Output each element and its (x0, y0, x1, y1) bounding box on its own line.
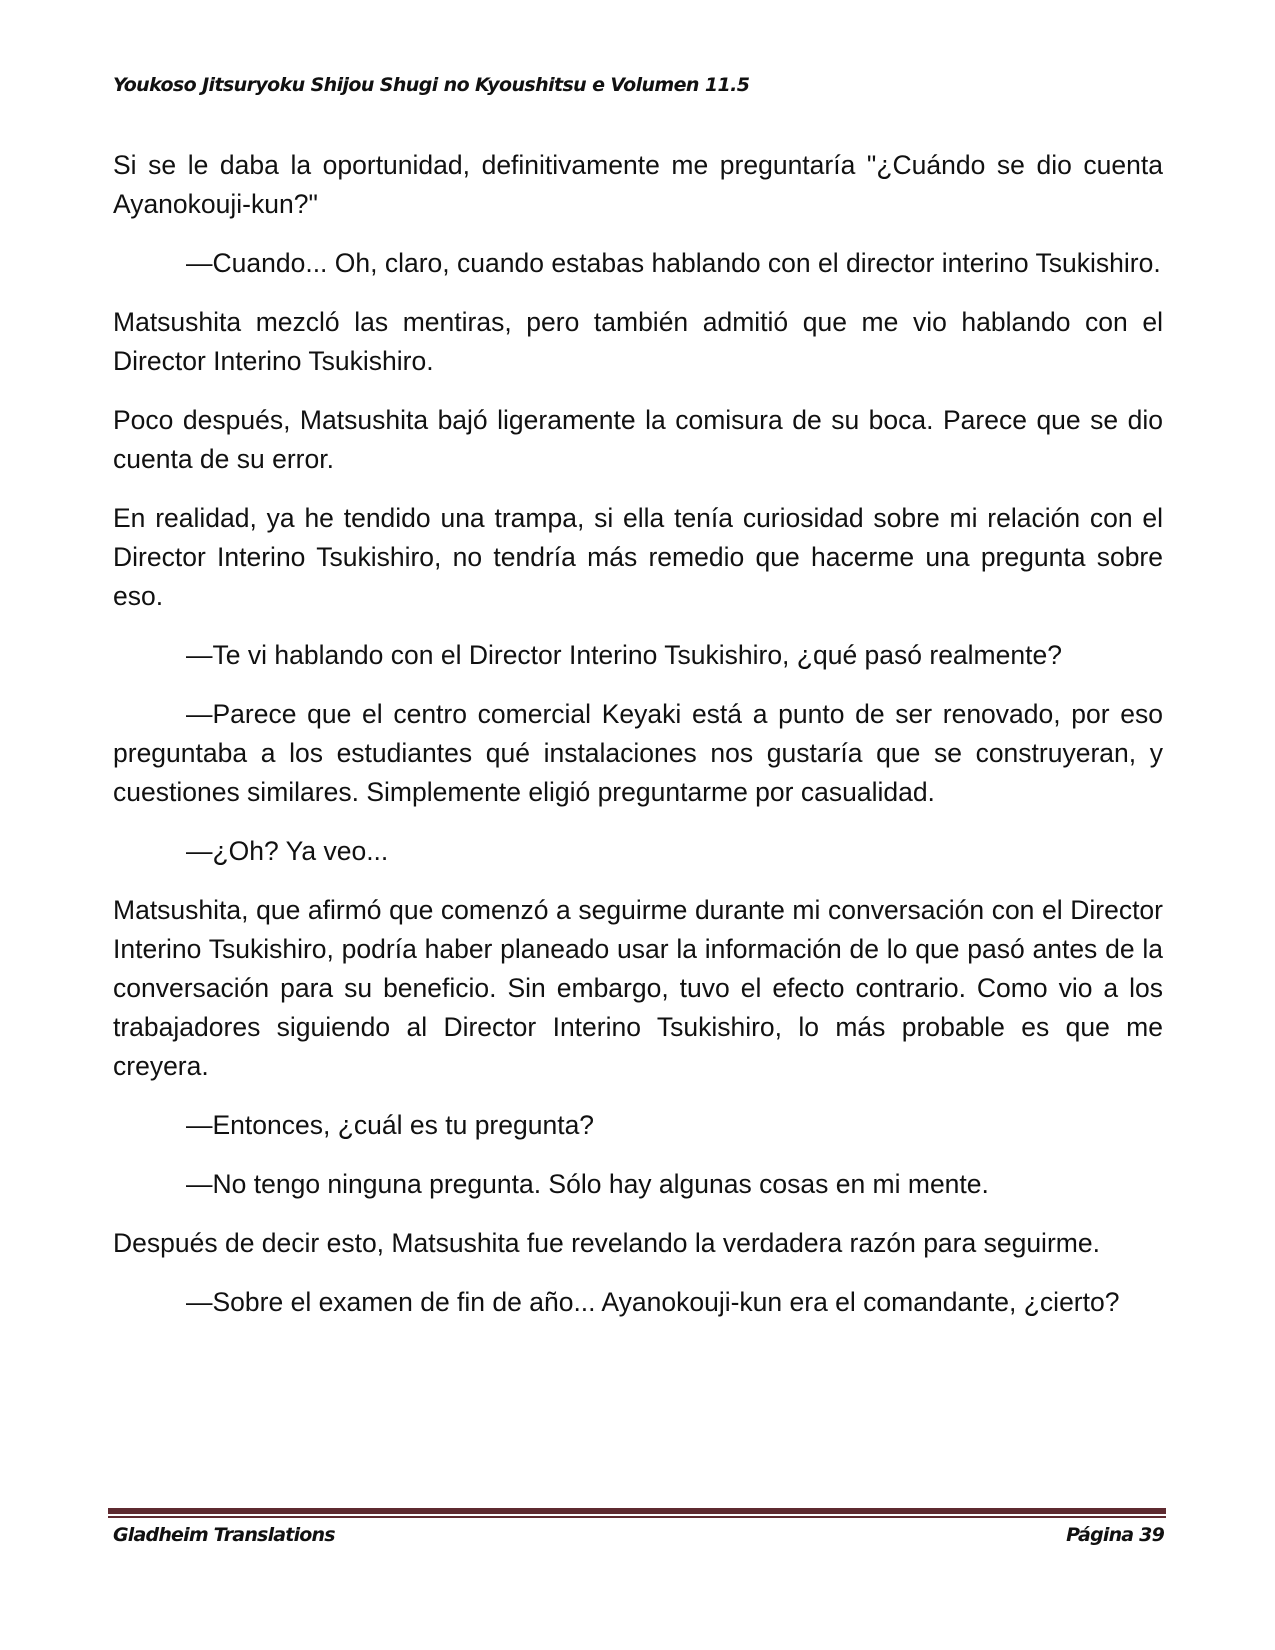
footer-rule-thick (108, 1508, 1166, 1514)
running-header: Youkoso Jitsuryoku Shijou Shugi no Kyoushitsu e Volumen 11.5 (113, 74, 750, 96)
dialogue-paragraph: —¿Oh? Ya veo... (186, 836, 389, 866)
footer-page-number: Página 39 (1066, 1524, 1164, 1546)
paragraph: Poco después, Matsushita bajó ligeramente la comisura de su boca. Parece que se dio cuenta de su error. (113, 405, 1163, 474)
dialogue-paragraph: —No tengo ninguna pregunta. Sólo hay algunas cosas en mi mente. (186, 1169, 989, 1199)
page-body (113, 146, 1163, 1342)
dialogue-paragraph: —Cuando... Oh, claro, cuando estabas hablando con el director interino Tsukishiro. (186, 248, 1161, 278)
paragraph: Después de decir esto, Matsushita fue revelando la verdadera razón para seguirme. (113, 1228, 1100, 1258)
paragraph: En realidad, ya he tendido una trampa, si ella tenía curiosidad sobre mi relación con el Director Interino Tsukishiro, no tendría más remedio que hacerme una pregunta sobre eso. (113, 503, 1163, 611)
dialogue-paragraph: —Te vi hablando con el Director Interino Tsukishiro, ¿qué pasó realmente? (186, 640, 1062, 670)
footer-rule-thin (108, 1516, 1166, 1518)
dialogue-paragraph: —Sobre el examen de fin de año... Ayanokouji-kun era el comandante, ¿cierto? (186, 1287, 1120, 1317)
dialogue-paragraph: —Entonces, ¿cuál es tu pregunta? (186, 1110, 595, 1140)
footer-translator: Gladheim Translations (113, 1524, 335, 1546)
paragraph: Matsushita, que afirmó que comenzó a seguirme durante mi conversación con el Director Interino Tsukishiro, podría haber planeado usar la información de lo que pasó antes de la conversación para su beneficio. Sin embargo, tuvo el efecto contrario. Como vio a los trabajadores siguiendo al Director Interino Tsukishiro, lo más probable es que me creyera. (113, 895, 1163, 1081)
dialogue-paragraph: —Parece que el centro comercial Keyaki está a punto de ser renovado, por eso preguntaba a los estudiantes qué instalaciones nos gustaría que se construyeran, y cuestiones similares. Simplemente eligió preguntarme por casualidad. (113, 699, 1163, 807)
paragraph: Matsushita mezcló las mentiras, pero también admitió que me vio hablando con el Director Interino Tsukishiro. (113, 307, 1163, 376)
paragraph: Si se le daba la oportunidad, definitivamente me preguntaría "¿Cuándo se dio cuenta Ayanokouji-kun?" (113, 150, 1163, 219)
